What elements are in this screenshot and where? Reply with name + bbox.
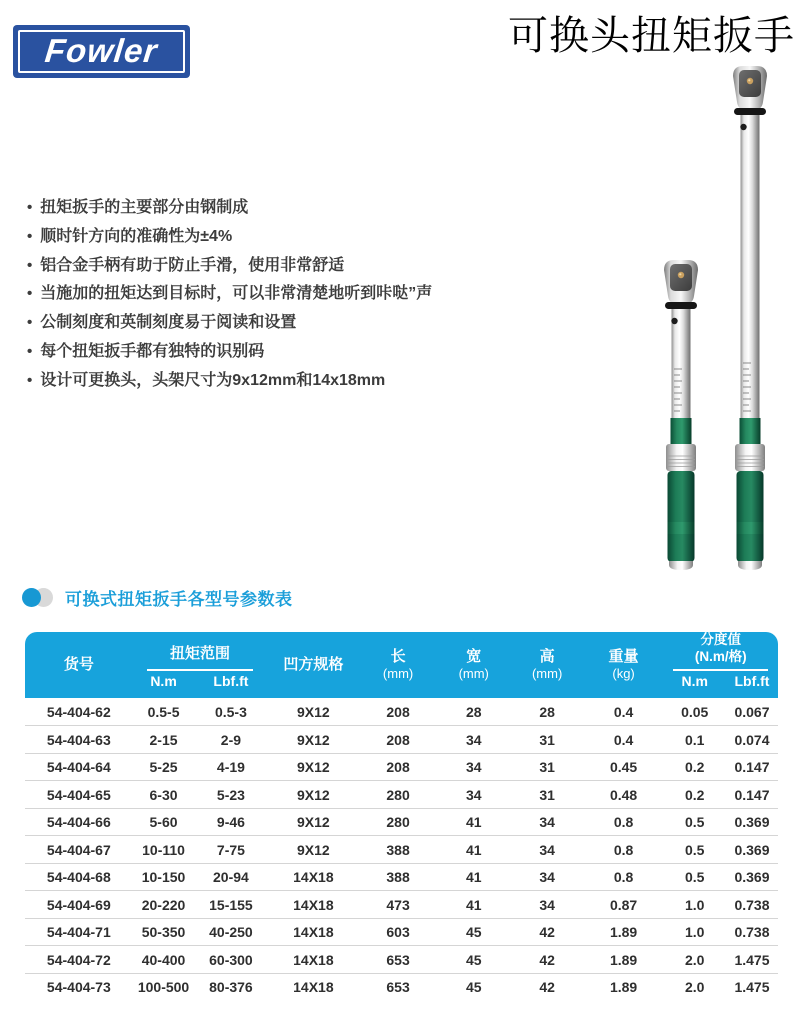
col-header-length (359, 632, 437, 698)
cell-part-no: 54-404-73 (25, 973, 133, 1001)
cell-division-nm: 2.0 (663, 945, 725, 973)
product-image-torque-wrenches (630, 58, 800, 588)
cell-torque-lbfft: 4-19 (194, 753, 267, 781)
cell-height: 34 (511, 863, 584, 891)
cell-torque-lbfft: 0.5-3 (194, 698, 267, 726)
section-bullet-icon (22, 588, 53, 607)
table-row (25, 753, 778, 781)
width-label: 宽 (466, 648, 482, 666)
cell-length: 280 (359, 808, 437, 836)
cell-width: 34 (437, 780, 511, 808)
cell-width: 34 (437, 725, 511, 753)
cell-width: 41 (437, 863, 511, 891)
cell-division-nm: 0.5 (663, 835, 725, 863)
cell-torque-nm: 0.5-5 (133, 698, 195, 726)
cell-length: 473 (359, 890, 437, 918)
cell-torque-lbfft: 15-155 (194, 890, 267, 918)
table-row (25, 780, 778, 808)
table-row (25, 808, 778, 836)
cell-height: 28 (511, 698, 584, 726)
torque-range-label: 扭矩范围 (147, 645, 254, 671)
cell-length: 388 (359, 863, 437, 891)
cell-division-lbfft: 1.475 (726, 973, 778, 1001)
feature-text: 设计可更换头，头架尺寸为9x12mm和14x18mm (40, 371, 386, 389)
torque-wrench-large (733, 66, 767, 570)
col-header-square-spec: 凹方规格 (267, 632, 359, 698)
feature-item (27, 194, 607, 223)
weight-unit: (kg) (612, 666, 635, 682)
torque-wrench-small (664, 260, 698, 570)
cell-height: 31 (511, 753, 584, 781)
cell-part-no: 54-404-64 (25, 753, 133, 781)
feature-text: 铝合金手柄有助于防止手滑，使用非常舒适 (40, 256, 345, 274)
height-label: 高 (539, 648, 555, 666)
cell-torque-lbfft: 9-46 (194, 808, 267, 836)
cell-torque-nm: 40-400 (133, 945, 195, 973)
feature-item (27, 367, 607, 396)
cell-division-lbfft: 0.369 (726, 835, 778, 863)
feature-text: 每个扭矩扳手都有独特的识别码 (40, 342, 265, 360)
cell-torque-nm: 100-500 (133, 973, 195, 1001)
cell-length: 653 (359, 973, 437, 1001)
cell-part-no: 54-404-67 (25, 835, 133, 863)
cell-division-nm: 1.0 (663, 890, 725, 918)
col-header-division-nm: N.m (663, 671, 725, 698)
cell-height: 34 (511, 835, 584, 863)
cell-length: 653 (359, 945, 437, 973)
cell-torque-nm: 2-15 (133, 725, 195, 753)
bullet-icon: • (27, 256, 33, 274)
feature-item (27, 280, 607, 309)
col-header-division-lbfft: Lbf.ft (726, 671, 778, 698)
cell-weight: 0.45 (584, 753, 664, 781)
spec-table (25, 632, 778, 1000)
cell-height: 34 (511, 890, 584, 918)
cell-division-nm: 0.2 (663, 780, 725, 808)
col-header-part-no: 货号 (25, 632, 133, 698)
weight-label: 重量 (608, 648, 639, 666)
table-row (25, 698, 778, 726)
feature-item (27, 223, 607, 252)
cell-torque-nm: 5-60 (133, 808, 195, 836)
brand-logo-frame (18, 30, 185, 73)
cell-length: 280 (359, 780, 437, 808)
cell-square-spec: 9X12 (267, 808, 359, 836)
col-header-weight (584, 632, 664, 698)
cell-division-nm: 0.05 (663, 698, 725, 726)
width-unit: (mm) (458, 666, 489, 682)
cell-square-spec: 14X18 (267, 863, 359, 891)
table-row (25, 918, 778, 946)
cell-square-spec: 9X12 (267, 753, 359, 781)
cell-weight: 0.8 (584, 863, 664, 891)
cell-division-lbfft: 0.147 (726, 780, 778, 808)
cell-weight: 1.89 (584, 918, 664, 946)
division-unit: (N.m/格) (694, 648, 747, 664)
table-row (25, 725, 778, 753)
cell-division-nm: 0.2 (663, 753, 725, 781)
cell-division-lbfft: 0.074 (726, 725, 778, 753)
cell-torque-lbfft: 7-75 (194, 835, 267, 863)
cell-division-lbfft: 0.738 (726, 918, 778, 946)
cell-part-no: 54-404-69 (25, 890, 133, 918)
cell-division-nm: 1.0 (663, 918, 725, 946)
table-row (25, 973, 778, 1001)
cell-torque-lbfft: 80-376 (194, 973, 267, 1001)
cell-height: 42 (511, 973, 584, 1001)
cell-width: 34 (437, 753, 511, 781)
cell-width: 45 (437, 973, 511, 1001)
division-label: 分度值 (700, 632, 741, 647)
cell-width: 45 (437, 918, 511, 946)
cell-width: 28 (437, 698, 511, 726)
cell-torque-lbfft: 60-300 (194, 945, 267, 973)
cell-width: 45 (437, 945, 511, 973)
cell-weight: 0.8 (584, 808, 664, 836)
bullet-icon: • (27, 371, 33, 389)
feature-text: 公制刻度和英制刻度易于阅读和设置 (40, 314, 297, 332)
cell-height: 31 (511, 725, 584, 753)
cell-division-nm: 2.0 (663, 973, 725, 1001)
bullet-icon: • (27, 199, 33, 216)
table-row (25, 945, 778, 973)
cell-torque-nm: 5-25 (133, 753, 195, 781)
cell-height: 42 (511, 945, 584, 973)
col-header-division (663, 632, 778, 671)
cell-square-spec: 9X12 (267, 725, 359, 753)
feature-item (27, 309, 607, 338)
cell-length: 208 (359, 725, 437, 753)
col-header-width (437, 632, 511, 698)
cell-square-spec: 9X12 (267, 698, 359, 726)
feature-text: 扭矩扳手的主要部分由钢制成 (40, 199, 249, 216)
bullet-icon: • (27, 285, 33, 303)
feature-text: 当施加的扭矩达到目标时，可以非常清楚地听到咔哒”声 (40, 285, 433, 303)
cell-weight: 0.87 (584, 890, 664, 918)
cell-square-spec: 14X18 (267, 890, 359, 918)
height-unit: (mm) (531, 666, 563, 682)
cell-square-spec: 9X12 (267, 780, 359, 808)
cell-division-lbfft: 1.475 (726, 945, 778, 973)
cell-division-lbfft: 0.067 (726, 698, 778, 726)
bullet-icon: • (27, 227, 33, 245)
cell-division-lbfft: 0.369 (726, 863, 778, 891)
cell-torque-lbfft: 5-23 (194, 780, 267, 808)
cell-division-nm: 0.5 (663, 808, 725, 836)
table-row (25, 890, 778, 918)
cell-width: 41 (437, 835, 511, 863)
cell-length: 603 (359, 918, 437, 946)
cell-torque-nm: 6-30 (133, 780, 195, 808)
cell-torque-lbfft: 20-94 (194, 863, 267, 891)
cell-part-no: 54-404-65 (25, 780, 133, 808)
cell-length: 388 (359, 835, 437, 863)
cell-part-no: 54-404-66 (25, 808, 133, 836)
bullet-icon: • (27, 314, 33, 332)
cell-length: 208 (359, 698, 437, 726)
section-header (22, 585, 293, 610)
table-row (25, 863, 778, 891)
cell-division-nm: 0.1 (663, 725, 725, 753)
cell-square-spec: 14X18 (267, 945, 359, 973)
cell-division-lbfft: 0.147 (726, 753, 778, 781)
length-unit: (mm) (382, 666, 414, 682)
cell-torque-nm: 10-150 (133, 863, 195, 891)
cell-division-lbfft: 0.369 (726, 808, 778, 836)
cell-torque-nm: 50-350 (133, 918, 195, 946)
feature-text: 顺时针方向的准确性为±4% (40, 227, 233, 245)
feature-item (27, 252, 607, 281)
cell-division-lbfft: 0.738 (726, 890, 778, 918)
feature-item (27, 338, 607, 367)
cell-part-no: 54-404-62 (25, 698, 133, 726)
brand-logo-text: Fowler (43, 31, 160, 69)
cell-square-spec: 9X12 (267, 835, 359, 863)
cell-length: 208 (359, 753, 437, 781)
cell-torque-nm: 10-110 (133, 835, 195, 863)
col-header-height (511, 632, 584, 698)
cell-weight: 1.89 (584, 973, 664, 1001)
cell-weight: 0.4 (584, 725, 664, 753)
cell-torque-lbfft: 40-250 (194, 918, 267, 946)
cell-part-no: 54-404-63 (25, 725, 133, 753)
col-header-torque-lbfft: Lbf.ft (194, 671, 267, 698)
cell-part-no: 54-404-68 (25, 863, 133, 891)
cell-height: 31 (511, 780, 584, 808)
cell-square-spec: 14X18 (267, 918, 359, 946)
brand-logo (13, 25, 190, 78)
bullet-icon: • (27, 342, 33, 360)
length-label: 长 (390, 648, 406, 666)
col-header-torque-nm: N.m (133, 671, 195, 698)
cell-square-spec: 14X18 (267, 973, 359, 1001)
cell-height: 42 (511, 918, 584, 946)
cell-weight: 0.48 (584, 780, 664, 808)
cell-division-nm: 0.5 (663, 863, 725, 891)
cell-width: 41 (437, 808, 511, 836)
cell-part-no: 54-404-72 (25, 945, 133, 973)
cell-weight: 1.89 (584, 945, 664, 973)
cell-part-no: 54-404-71 (25, 918, 133, 946)
cell-weight: 0.4 (584, 698, 664, 726)
cell-torque-lbfft: 2-9 (194, 725, 267, 753)
cell-width: 41 (437, 890, 511, 918)
cell-weight: 0.8 (584, 835, 664, 863)
page-title: 可换头扭矩扳手 (508, 13, 795, 58)
cell-height: 34 (511, 808, 584, 836)
col-header-torque-range (133, 632, 268, 671)
table-row (25, 835, 778, 863)
feature-list (27, 194, 607, 396)
section-title: 可换式扭矩扳手各型号参数表 (65, 590, 293, 609)
cell-torque-nm: 20-220 (133, 890, 195, 918)
